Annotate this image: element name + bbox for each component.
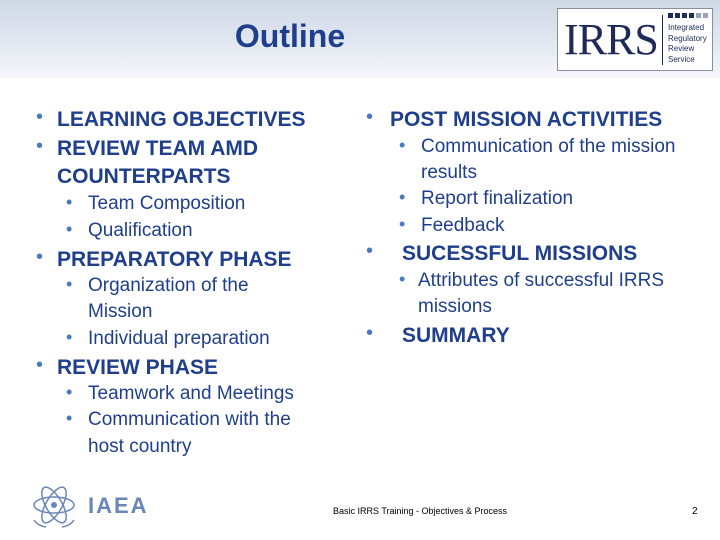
bullet-icon: • xyxy=(66,408,73,428)
irrs-logo xyxy=(557,8,713,71)
outline-subitem-individual: Individual preparation xyxy=(88,328,270,349)
logo-word: Integrated xyxy=(668,23,705,32)
outline-subitem-teamwork: Teamwork and Meetings xyxy=(88,383,294,404)
bullet-icon: • xyxy=(36,135,44,157)
outline-subitem-attributes: Attributes of successful IRRS xyxy=(418,270,665,291)
outline-item-post-mission: POST MISSION ACTIVITIES xyxy=(390,108,663,131)
slide-title: Outline xyxy=(234,18,346,54)
bullet-icon: • xyxy=(399,269,406,289)
bullet-icon: • xyxy=(66,219,73,239)
bullet-icon: • xyxy=(399,214,406,234)
logo-word: Review xyxy=(668,44,695,53)
page-number: 2 xyxy=(692,506,698,517)
logo-word: Service xyxy=(668,54,695,64)
bullet-icon: • xyxy=(366,240,374,262)
outline-subitem-comm-results: Communication of the mission xyxy=(421,136,676,157)
outline-subitem-communication-cont: host country xyxy=(88,436,192,457)
bullet-icon: • xyxy=(36,354,44,376)
bullet-icon: • xyxy=(399,135,406,155)
bullet-icon: • xyxy=(366,322,374,344)
bullet-icon: • xyxy=(36,246,44,268)
logo-word: Regulatory xyxy=(668,33,707,43)
irrs-logo-words xyxy=(668,23,707,65)
outline-item-preparatory: PREPARATORY PHASE xyxy=(57,248,292,271)
outline-item-learning: LEARNING OBJECTIVES xyxy=(57,108,306,131)
logo-dots-icon xyxy=(668,13,712,22)
outline-subitem-qualification: Qualification xyxy=(88,220,193,241)
bullet-icon: • xyxy=(66,274,73,294)
outline-subitem-communication: Communication with the xyxy=(88,409,291,430)
iaea-wordmark: IAEA xyxy=(88,493,149,518)
bullet-icon: • xyxy=(399,187,406,207)
outline-subitem-organization: Organization of the xyxy=(88,275,249,296)
bullet-icon: • xyxy=(366,106,374,128)
irrs-logo-divider xyxy=(662,15,663,65)
bullet-icon: • xyxy=(66,327,73,347)
bullet-icon: • xyxy=(36,106,44,128)
outline-item-successful: SUCESSFUL MISSIONS xyxy=(402,242,638,265)
outline-subitem-comm-results-cont: results xyxy=(421,162,477,183)
outline-subitem-team-composition: Team Composition xyxy=(88,193,246,214)
footer-course-title: Basic IRRS Training - Objectives & Process xyxy=(333,506,508,516)
bullet-icon: • xyxy=(66,192,73,212)
outline-item-review-phase: REVIEW PHASE xyxy=(57,356,219,379)
bullet-icon: • xyxy=(66,382,73,402)
outline-subitem-organization-cont: Mission xyxy=(88,301,153,322)
outline-item-review-team: REVIEW TEAM AMD xyxy=(57,137,259,160)
irrs-logo-letters: IRRS xyxy=(564,15,658,64)
iaea-emblem-icon xyxy=(28,480,80,530)
outline-subitem-report: Report finalization xyxy=(421,188,574,209)
outline-subitem-feedback: Feedback xyxy=(421,215,505,236)
outline-item-review-team-cont: COUNTERPARTS xyxy=(57,165,231,188)
outline-subitem-attributes-cont: missions xyxy=(418,296,492,317)
outline-item-summary: SUMMARY xyxy=(402,324,510,347)
